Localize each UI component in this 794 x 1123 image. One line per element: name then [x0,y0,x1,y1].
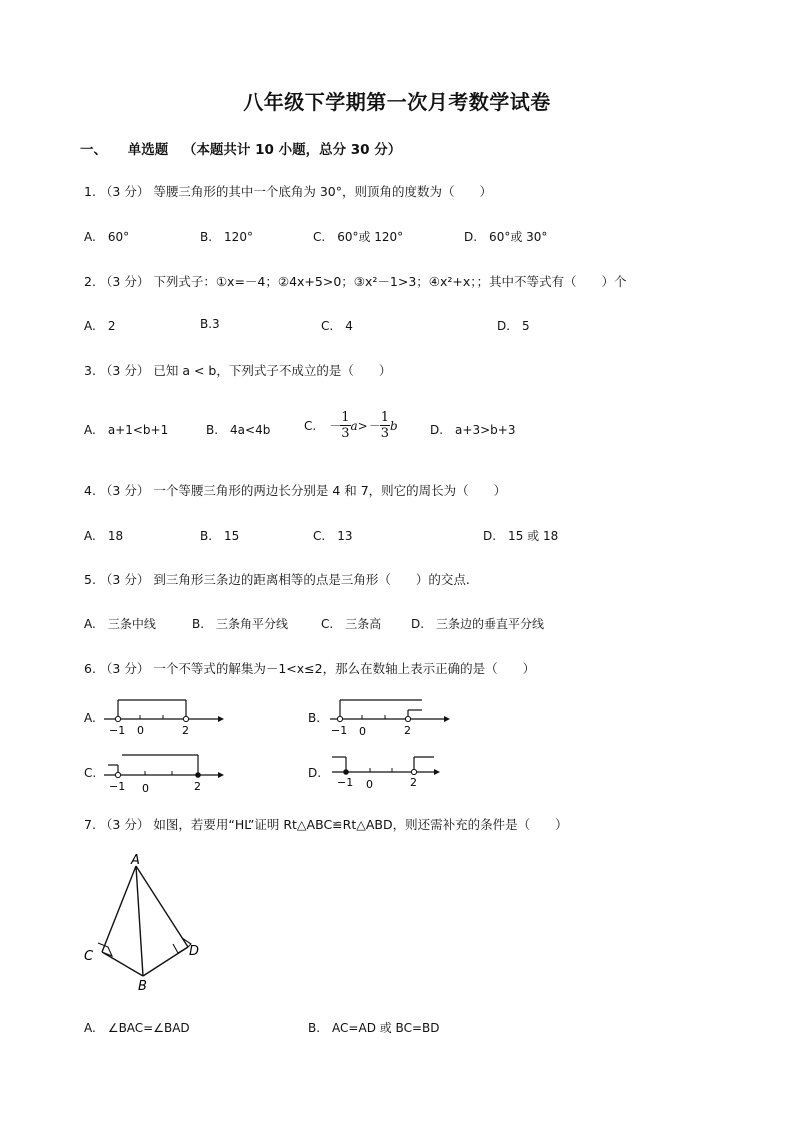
question-4 [84,481,506,499]
denominator: 3 [380,426,389,441]
q3-option-c[interactable] [304,410,398,441]
q3-option-a[interactable]: A. a+1<b+1 [84,423,169,437]
question-score: （3 分） [99,274,150,289]
question-number: 1. [84,184,96,199]
q6-option-a-label[interactable]: A. [84,711,96,725]
numerator: 1 [380,410,389,425]
question-score: （3 分） [99,184,150,199]
q6-option-b-label[interactable]: B. [308,711,321,725]
q6-option-d-label[interactable]: D. [308,766,322,780]
tick-label: 2 [182,724,189,737]
q6-option-c-number-line[interactable] [100,747,225,795]
question-number: 7. [84,817,96,832]
question-score: （3 分） [99,572,150,587]
question-text: 一个等腰三角形的两边长分别是 4 和 7，则它的周长为（ ） [153,483,507,498]
question-number: 5. [84,572,96,587]
tick-label: −1 [331,724,348,737]
q6-option-c-label[interactable]: C. [84,766,97,780]
question-text: 下列式子：①x=－4；②4x+5>0；③x²－1>3；④x²+x；；其中不等式有（ ）个 [153,274,627,289]
fraction-1 [340,410,350,441]
question-score: （3 分） [99,483,150,498]
tick-label: 2 [404,724,411,737]
tick-label: 0 [359,725,366,738]
tick-label: 2 [410,776,417,789]
q1-option-b[interactable]: B. 120° [200,230,253,244]
question-text: 如图，若要用“HL”证明 Rt△ABC≌Rt△ABD，则还需补充的条件是（ ） [153,817,568,832]
q4-option-d[interactable]: D. 15 或 18 [483,529,559,543]
tick-label: 2 [194,780,201,793]
section-note: （本题共计 10 小题，总分 30 分） [182,142,402,158]
q1-option-d[interactable]: D. 60°或 30° [464,230,548,244]
q2-option-a[interactable]: A. 2 [84,319,116,333]
q6-option-a-number-line[interactable] [100,692,225,738]
question-6 [84,659,535,677]
question-number: 4. [84,483,96,498]
section-name: 单选题 [127,142,169,158]
q3-option-d[interactable]: D. a+3>b+3 [430,423,516,437]
section-number: 一、 [80,142,107,158]
tick-label: −1 [337,776,354,789]
q4-option-b[interactable]: B. 15 [200,529,240,543]
question-text: 到三角形三条边的距离相等的点是三角形（ ）的交点. [153,572,470,587]
q7-option-a[interactable]: A. ∠BAC=∠BAD [84,1021,190,1035]
q2-option-d[interactable]: D. 5 [497,319,530,333]
numerator: 1 [341,410,350,425]
vertex-c-label: C [84,949,94,964]
operator: >－ [357,419,380,433]
tick-label: −1 [109,724,126,737]
tick-label: 0 [366,778,373,791]
question-1 [84,182,492,200]
q5-option-d[interactable]: D. 三条边的垂直平分线 [411,617,545,631]
q4-option-c[interactable]: C. 13 [313,529,353,543]
question-7 [84,815,568,833]
tick-label: 0 [137,724,144,737]
vertex-a-label: A [131,853,140,868]
denominator: 3 [341,426,350,441]
variable: a [350,418,358,433]
question-score: （3 分） [99,363,150,378]
vertex-d-label: D [189,944,200,959]
section-heading [80,138,401,158]
q4-option-a[interactable]: A. 18 [84,529,124,543]
question-text: 一个不等式的解集为－1<x≤2，那么在数轴上表示正确的是（ ） [153,661,536,676]
question-text: 已知 a < b，下列式子不成立的是（ ） [153,363,392,378]
minus-sign: － [328,419,341,433]
tick-label: −1 [109,780,126,793]
q1-option-a[interactable]: A. 60° [84,230,130,244]
q6-option-b-number-line[interactable] [322,692,452,738]
question-number: 3. [84,363,96,378]
page-title: 八年级下学期第一次月考数学试卷 [243,90,551,114]
q7-option-b[interactable]: B. AC=AD 或 BC=BD [308,1021,440,1035]
q5-option-c[interactable]: C. 三条高 [321,617,382,631]
question-2 [84,272,627,290]
q5-option-b[interactable]: B. 三条角平分线 [192,617,289,631]
q2-option-c[interactable]: C. 4 [321,319,353,333]
question-score: （3 分） [99,661,150,676]
tick-label: 0 [142,782,149,795]
q5-option-a[interactable]: A. 三条中线 [84,617,156,631]
fraction-2 [380,410,390,441]
option-letter: C. [304,418,317,433]
q3-option-b[interactable]: B. 4a<4b [206,423,271,437]
variable: b [390,418,398,433]
question-number: 6. [84,661,96,676]
q7-triangle-figure [76,852,206,994]
q1-option-c[interactable]: C. 60°或 120° [313,230,404,244]
q2-option-b[interactable]: B.3 [200,317,220,331]
question-number: 2. [84,274,96,289]
vertex-b-label: B [138,979,147,994]
question-text: 等腰三角形的其中一个底角为 30°，则顶角的度数为（ ） [153,184,492,199]
question-5 [84,570,470,588]
question-score: （3 分） [99,817,150,832]
question-3 [84,361,391,379]
q6-option-d-number-line[interactable] [322,747,444,793]
